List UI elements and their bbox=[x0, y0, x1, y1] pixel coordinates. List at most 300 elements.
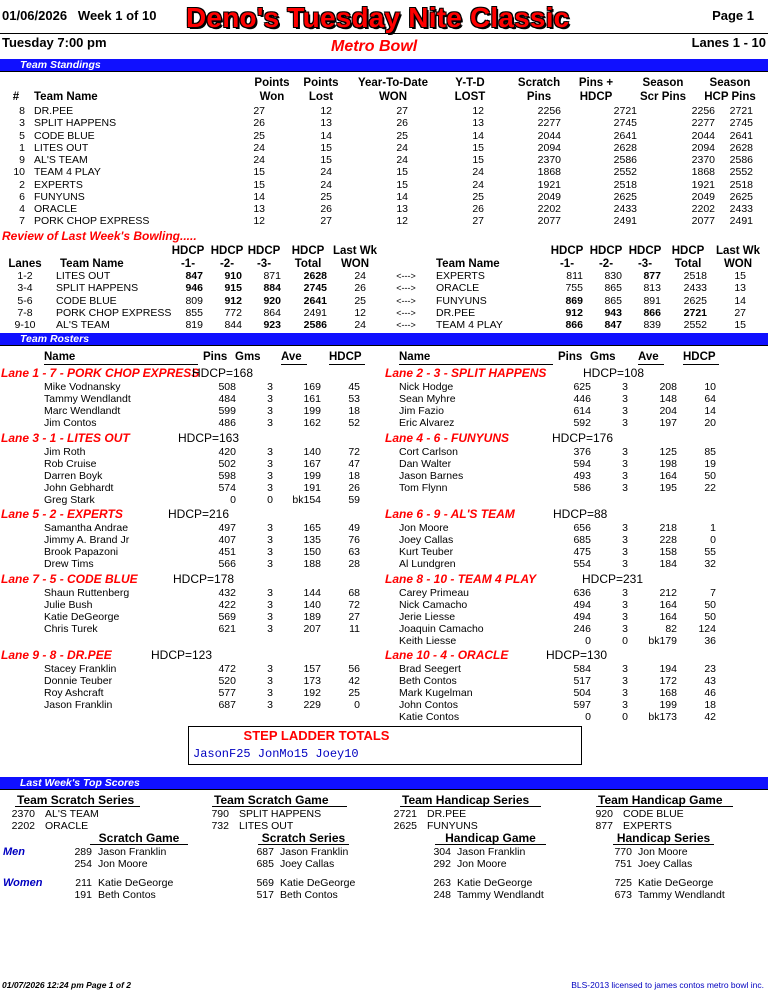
bowler-handicap: 42 bbox=[704, 711, 716, 724]
standings-value: 15 bbox=[253, 178, 265, 191]
game-score: 2586 bbox=[303, 319, 327, 332]
bowler-name: Jon Moore bbox=[457, 858, 507, 870]
bowler-games: 3 bbox=[622, 663, 628, 675]
bowler-name: Rob Cruise bbox=[44, 458, 97, 471]
standings-value: 2277 bbox=[537, 117, 561, 130]
standings-value: 25 bbox=[472, 190, 484, 203]
day-time: Tuesday 7:00 pm bbox=[2, 35, 107, 50]
bowler-handicap: 10 bbox=[704, 381, 716, 393]
standings-value: 2044 bbox=[691, 129, 715, 142]
column-header: Scr Pins bbox=[639, 91, 687, 103]
bowler-average: 150 bbox=[303, 546, 321, 559]
column-header: # bbox=[12, 91, 20, 103]
standings-value: 2552 bbox=[613, 166, 637, 179]
bowler-pins: 636 bbox=[573, 587, 591, 599]
bowler-name: John Contos bbox=[399, 699, 458, 712]
lane-pair: 3-4 bbox=[17, 282, 33, 295]
standings-value: 24 bbox=[320, 178, 332, 191]
bowler-handicap: 56 bbox=[348, 663, 360, 675]
standings-value: 2641 bbox=[729, 129, 753, 142]
top-score-value: 2721 bbox=[393, 808, 417, 820]
standings-value: 2202 bbox=[537, 203, 561, 215]
standings-value: 25 bbox=[320, 190, 332, 203]
team-name: CODE BLUE bbox=[56, 294, 117, 307]
game-score: 772 bbox=[224, 306, 242, 319]
bowler-average: 199 bbox=[303, 470, 321, 483]
game-score: 847 bbox=[185, 270, 203, 282]
standings-value: 15 bbox=[472, 154, 484, 166]
column-header: HDCP bbox=[550, 245, 584, 257]
bowler-games: 3 bbox=[267, 587, 273, 599]
bowler-pins: 451 bbox=[218, 546, 236, 559]
bowler-handicap: 25 bbox=[348, 687, 360, 700]
team-name: TEAM 4 PLAY bbox=[436, 319, 503, 332]
game-score: 943 bbox=[604, 306, 622, 319]
column-header: Gms bbox=[590, 351, 616, 363]
bowler-pins: 0 bbox=[585, 711, 591, 724]
bowler-pins: 508 bbox=[218, 381, 236, 393]
standings-value: 13 bbox=[320, 117, 332, 130]
column-header: HDCP bbox=[628, 245, 662, 257]
bowler-name: Beth Contos bbox=[98, 889, 156, 901]
bowler-pins: 569 bbox=[218, 611, 236, 624]
bowler-name: Mike Vodnansky bbox=[44, 381, 121, 393]
bowler-pins: 446 bbox=[573, 393, 591, 406]
bowler-name: Darren Boyk bbox=[44, 470, 103, 483]
game-score: 813 bbox=[643, 282, 661, 295]
standings-value: 2628 bbox=[613, 141, 637, 154]
individual-score-title: Handicap Series bbox=[613, 832, 714, 845]
bowler-handicap: 50 bbox=[704, 599, 716, 612]
bowler-games: 3 bbox=[622, 522, 628, 534]
bowler-games: 0 bbox=[622, 635, 628, 648]
bowler-average: 157 bbox=[303, 663, 321, 675]
bowler-handicap: 32 bbox=[704, 558, 716, 571]
team-rank: 4 bbox=[19, 203, 25, 215]
bowler-name: Katie DeGeorge bbox=[44, 611, 120, 624]
bowler-handicap: 63 bbox=[348, 546, 360, 559]
standings-value: 15 bbox=[472, 141, 484, 154]
bowler-pins: 614 bbox=[573, 405, 591, 418]
bowler-handicap: 64 bbox=[704, 393, 716, 406]
bowler-games: 3 bbox=[622, 405, 628, 418]
bowler-name: Beth Contos bbox=[399, 675, 457, 688]
standings-value: 2628 bbox=[729, 141, 753, 154]
game-score: 891 bbox=[643, 294, 661, 307]
game-score: 2552 bbox=[683, 319, 707, 332]
team-handicap: HDCP=123 bbox=[151, 648, 213, 662]
bowler-average: 169 bbox=[303, 381, 321, 393]
bowler-average: 164 bbox=[659, 599, 677, 612]
column-header: WON bbox=[723, 258, 753, 270]
standings-value: 2256 bbox=[537, 105, 561, 117]
bowler-average: 168 bbox=[659, 687, 677, 700]
team-name: FUNYUNS bbox=[34, 190, 85, 203]
bowler-games: 3 bbox=[622, 446, 628, 458]
team-rank: 2 bbox=[19, 178, 25, 191]
bowler-average: 204 bbox=[659, 405, 677, 418]
game-score: 2433 bbox=[683, 282, 707, 295]
game-score: 877 bbox=[643, 270, 661, 282]
column-header: -2- bbox=[598, 258, 614, 270]
standings-value: 13 bbox=[253, 203, 265, 215]
week-label: Week 1 of 10 bbox=[77, 8, 157, 23]
bowler-name: Jon Moore bbox=[399, 522, 449, 534]
bowler-name: Al Lundgren bbox=[399, 558, 456, 571]
bowler-name: Nick Hodge bbox=[399, 381, 454, 393]
step-ladder-box bbox=[188, 726, 582, 765]
top-score-value: 2625 bbox=[393, 820, 417, 832]
standings-value: 2049 bbox=[691, 190, 715, 203]
bowler-average: 135 bbox=[303, 534, 321, 547]
standings-value: 26 bbox=[396, 117, 408, 130]
bowler-pins: 432 bbox=[218, 587, 236, 599]
standings-value: 26 bbox=[253, 117, 265, 130]
bowler-games: 3 bbox=[267, 546, 273, 559]
bowler-name: Joey Callas bbox=[280, 858, 335, 870]
standings-value: 2433 bbox=[729, 203, 753, 215]
lane-team-label: Lane 9 - 8 - DR.PEE bbox=[1, 648, 112, 662]
team-handicap: HDCP=178 bbox=[173, 572, 235, 586]
bowler-average: 144 bbox=[303, 587, 321, 599]
bowler-average: 164 bbox=[659, 611, 677, 624]
top-score-team: ORACLE bbox=[45, 820, 89, 832]
game-score: 844 bbox=[224, 319, 242, 332]
lane-team-label: Lane 3 - 1 - LITES OUT bbox=[1, 431, 130, 445]
bowler-handicap: 28 bbox=[348, 558, 360, 571]
column-header: WON bbox=[378, 91, 408, 103]
bowler-handicap: 7 bbox=[710, 587, 716, 599]
bowler-handicap: 20 bbox=[704, 417, 716, 430]
bowler-pins: 656 bbox=[573, 522, 591, 534]
team-rank: 9 bbox=[19, 154, 25, 166]
team-rank: 5 bbox=[19, 129, 25, 142]
standings-value: 2044 bbox=[537, 129, 561, 142]
bowler-pins: 493 bbox=[573, 470, 591, 483]
footer-license: BLS-2013 licensed to james contos metro bowl inc. bbox=[571, 980, 764, 990]
bowler-handicap: 50 bbox=[704, 611, 716, 624]
lane-team-label: Lane 2 - 3 - SPLIT HAPPENS bbox=[385, 366, 547, 380]
score-value: 263 bbox=[433, 877, 451, 889]
bowler-name: Stacey Franklin bbox=[44, 663, 117, 675]
standings-value: 15 bbox=[320, 154, 332, 166]
standings-value: 1921 bbox=[537, 178, 561, 191]
bowler-games: 3 bbox=[622, 675, 628, 688]
game-score: 12 bbox=[354, 306, 366, 319]
bowler-average: 125 bbox=[659, 446, 677, 458]
bowler-name: Greg Stark bbox=[44, 494, 95, 507]
bowler-pins: 577 bbox=[218, 687, 236, 700]
bowler-pins: 625 bbox=[573, 381, 591, 393]
score-value: 751 bbox=[614, 858, 632, 870]
game-score: 910 bbox=[224, 270, 242, 282]
individual-score-title: Handicap Game bbox=[435, 832, 546, 845]
score-value: 191 bbox=[74, 889, 92, 901]
bowler-name: Kurt Teuber bbox=[399, 546, 454, 559]
bowler-handicap: 26 bbox=[348, 482, 360, 495]
game-score: 14 bbox=[734, 294, 746, 307]
bowler-average: 140 bbox=[303, 599, 321, 612]
bowler-handicap: 19 bbox=[704, 458, 716, 471]
bowler-pins: 586 bbox=[573, 482, 591, 495]
column-header: HDCP bbox=[247, 245, 281, 257]
top-score-value: 790 bbox=[211, 808, 229, 820]
bowler-name: Julie Bush bbox=[44, 599, 93, 612]
standings-value: 14 bbox=[396, 190, 408, 203]
column-header: Points bbox=[303, 77, 339, 89]
bowler-pins: 592 bbox=[573, 417, 591, 430]
bowler-games: 3 bbox=[267, 623, 273, 636]
bowler-average: 161 bbox=[303, 393, 321, 406]
team-name: LITES OUT bbox=[34, 141, 89, 154]
standings-value: 27 bbox=[472, 215, 484, 228]
standings-value: 2094 bbox=[537, 141, 561, 154]
bowler-pins: 246 bbox=[573, 623, 591, 636]
standings-value: 24 bbox=[253, 141, 265, 154]
top-score-team: LITES OUT bbox=[239, 820, 294, 832]
team-name: AL'S TEAM bbox=[56, 319, 110, 332]
bowler-games: 3 bbox=[622, 699, 628, 712]
column-header: HDCP bbox=[210, 245, 244, 257]
team-name: AL'S TEAM bbox=[34, 154, 88, 166]
game-score: 2745 bbox=[303, 282, 327, 295]
bowler-name: Jim Roth bbox=[44, 446, 86, 458]
bowler-games: 3 bbox=[267, 675, 273, 688]
column-header: Last Wk bbox=[332, 245, 378, 257]
bowler-average: bk154 bbox=[292, 494, 321, 507]
top-score-team: DR.PEE bbox=[427, 808, 467, 820]
bowler-games: 0 bbox=[622, 711, 628, 724]
page-number: Page 1 bbox=[712, 8, 754, 23]
game-score: 866 bbox=[643, 306, 661, 319]
bowler-handicap: 53 bbox=[348, 393, 360, 406]
bowler-handicap: 23 bbox=[704, 663, 716, 675]
standings-value: 1868 bbox=[691, 166, 715, 179]
lane-pair: 1-2 bbox=[17, 270, 33, 282]
team-name: FUNYUNS bbox=[436, 294, 487, 307]
bowler-pins: 0 bbox=[230, 494, 236, 507]
bowler-pins: 597 bbox=[573, 699, 591, 712]
bowler-name: Jimmy A. Brand Jr bbox=[44, 534, 130, 547]
team-rank: 7 bbox=[19, 215, 25, 228]
vs-arrow: <---> bbox=[396, 295, 416, 306]
footer-timestamp: 01/07/2026 12:24 pm Page 1 of 2 bbox=[2, 980, 131, 990]
step-ladder-names: JasonF25 JonMo15 Joey10 bbox=[193, 747, 359, 761]
vs-arrow: <---> bbox=[396, 271, 416, 281]
bowler-handicap: 0 bbox=[354, 699, 360, 712]
team-rank: 10 bbox=[13, 166, 25, 179]
column-header: Gms bbox=[235, 351, 261, 363]
bowler-games: 3 bbox=[267, 405, 273, 418]
bowler-average: 198 bbox=[659, 458, 677, 471]
bowler-handicap: 49 bbox=[348, 522, 360, 534]
top-score-team: CODE BLUE bbox=[623, 808, 684, 820]
bowler-handicap: 11 bbox=[349, 623, 360, 636]
standings-value: 2049 bbox=[537, 190, 561, 203]
bowler-handicap: 47 bbox=[348, 458, 360, 471]
standings-value: 24 bbox=[253, 154, 265, 166]
bowler-handicap: 14 bbox=[704, 405, 716, 418]
bowler-games: 3 bbox=[622, 482, 628, 495]
standings-value: 24 bbox=[472, 166, 484, 179]
game-score: 755 bbox=[565, 282, 583, 295]
bowler-pins: 422 bbox=[218, 599, 236, 612]
team-handicap: HDCP=163 bbox=[178, 431, 240, 445]
game-score: 25 bbox=[354, 294, 366, 307]
lane-pair: 5-6 bbox=[17, 294, 33, 307]
bowler-games: 3 bbox=[267, 534, 273, 547]
column-header: Name bbox=[44, 351, 198, 365]
bowler-games: 3 bbox=[622, 687, 628, 700]
column-header: -1- bbox=[559, 258, 575, 270]
standings-value: 13 bbox=[396, 203, 408, 215]
bowler-name: Jason Franklin bbox=[44, 699, 113, 712]
game-score: 15 bbox=[734, 319, 746, 332]
team-handicap: HDCP=216 bbox=[168, 507, 230, 521]
bowler-average: 165 bbox=[303, 522, 321, 534]
team-name: DR.PEE bbox=[436, 306, 476, 319]
team-handicap: HDCP=88 bbox=[553, 507, 608, 521]
team-rank: 1 bbox=[19, 141, 25, 154]
bowler-average: 199 bbox=[659, 699, 677, 712]
game-score: 15 bbox=[734, 270, 746, 282]
team-handicap: HDCP=176 bbox=[552, 431, 614, 445]
game-score: 839 bbox=[643, 319, 661, 332]
column-header: HDCP bbox=[683, 351, 719, 365]
team-name: DR.PEE bbox=[34, 105, 74, 117]
bowler-games: 3 bbox=[622, 558, 628, 571]
bowler-name: Jon Moore bbox=[638, 846, 688, 858]
column-header: -2- bbox=[219, 258, 235, 270]
bowler-handicap: 55 bbox=[704, 546, 716, 559]
game-score: 923 bbox=[263, 319, 281, 332]
team-name: LITES OUT bbox=[56, 270, 111, 282]
bowler-handicap: 68 bbox=[348, 587, 360, 599]
bowler-average: 218 bbox=[659, 522, 677, 534]
bowler-name: Tammy Wendlandt bbox=[44, 393, 131, 406]
game-score: 830 bbox=[604, 270, 622, 282]
standings-value: 13 bbox=[472, 117, 484, 130]
bowler-handicap: 36 bbox=[704, 635, 716, 648]
bowler-name: Katie DeGeorge bbox=[280, 877, 356, 889]
bowler-name: Joey Callas bbox=[638, 858, 693, 870]
column-header: Team Name bbox=[436, 258, 500, 270]
bowler-handicap: 76 bbox=[348, 534, 360, 547]
bowler-average: 164 bbox=[659, 470, 677, 483]
lane-pair: 9-10 bbox=[14, 319, 36, 332]
bowler-pins: 472 bbox=[218, 663, 236, 675]
column-header: -3- bbox=[256, 258, 272, 270]
bowler-handicap: 18 bbox=[348, 470, 360, 483]
standings-value: 2491 bbox=[613, 215, 637, 228]
bowler-name: Jim Contos bbox=[44, 417, 97, 430]
individual-score-title: Scratch Series bbox=[258, 832, 349, 845]
top-score-value: 877 bbox=[595, 820, 613, 832]
score-value: 248 bbox=[433, 889, 451, 901]
bowler-handicap: 50 bbox=[704, 470, 716, 483]
score-value: 770 bbox=[614, 846, 632, 858]
bowler-pins: 420 bbox=[218, 446, 236, 458]
game-score: 946 bbox=[185, 282, 203, 295]
standings-value: 12 bbox=[320, 105, 332, 117]
vs-arrow: <---> bbox=[396, 283, 416, 294]
game-score: 2625 bbox=[683, 294, 707, 307]
game-score: 811 bbox=[566, 270, 583, 282]
bowler-games: 3 bbox=[622, 417, 628, 430]
bowler-name: John Gebhardt bbox=[44, 482, 114, 495]
column-header: Season bbox=[709, 77, 751, 89]
bowler-pins: 520 bbox=[218, 675, 236, 688]
top-score-team: FUNYUNS bbox=[427, 820, 478, 832]
column-header: HDCP bbox=[579, 91, 613, 103]
column-header: Pins bbox=[558, 351, 583, 363]
bowler-name: Tom Flynn bbox=[399, 482, 448, 495]
team-name: ORACLE bbox=[34, 203, 78, 215]
top-score-team: SPLIT HAPPENS bbox=[239, 808, 322, 820]
bowler-handicap: 46 bbox=[704, 687, 716, 700]
team-handicap: HDCP=130 bbox=[546, 648, 608, 662]
standings-value: 24 bbox=[396, 141, 408, 154]
bowler-pins: 599 bbox=[218, 405, 236, 418]
standings-value: 2721 bbox=[729, 105, 753, 117]
bowler-average: 172 bbox=[659, 675, 677, 688]
bowler-name: Sean Myhre bbox=[399, 393, 456, 406]
bowler-average: 208 bbox=[659, 381, 677, 393]
team-name: EXPERTS bbox=[34, 178, 83, 191]
lane-team-label: Lane 5 - 2 - EXPERTS bbox=[1, 507, 123, 521]
bowler-games: 3 bbox=[622, 458, 628, 471]
bowler-average: 82 bbox=[665, 623, 677, 636]
vs-arrow: <---> bbox=[396, 307, 416, 318]
bowler-handicap: 124 bbox=[698, 623, 716, 636]
bowler-name: Jason Barnes bbox=[399, 470, 464, 483]
bowler-games: 0 bbox=[267, 494, 273, 507]
score-value: 569 bbox=[256, 877, 274, 889]
column-header: HDCP bbox=[329, 351, 365, 365]
standings-value: 25 bbox=[253, 129, 265, 142]
game-score: 24 bbox=[354, 270, 366, 282]
column-header: Season bbox=[642, 77, 684, 89]
top-score-team: AL'S TEAM bbox=[45, 808, 99, 820]
bowler-name: Cort Carlson bbox=[399, 446, 458, 458]
standings-value: 12 bbox=[472, 105, 484, 117]
bowler-name: Carey Primeau bbox=[399, 587, 470, 599]
standings-value: 2370 bbox=[691, 154, 715, 166]
bowler-name: Katie DeGeorge bbox=[98, 877, 174, 889]
bowler-name: Mark Kugelman bbox=[399, 687, 473, 700]
column-header: -3- bbox=[637, 258, 653, 270]
standings-value: 2625 bbox=[729, 190, 753, 203]
top-score-title: Team Handicap Game bbox=[596, 794, 733, 807]
rosters-band: Team Rosters bbox=[0, 333, 768, 346]
bowler-average: 192 bbox=[303, 687, 321, 700]
lane-team-label: Lane 1 - 7 - PORK CHOP EXPRESS bbox=[1, 366, 200, 380]
bowler-average: 197 bbox=[659, 417, 677, 430]
game-score: 27 bbox=[734, 306, 746, 319]
standings-value: 2586 bbox=[729, 154, 753, 166]
top-score-value: 732 bbox=[211, 820, 229, 832]
bowler-handicap: 85 bbox=[704, 446, 716, 458]
column-header: Ave bbox=[281, 351, 307, 365]
bowler-handicap: 22 bbox=[704, 482, 716, 495]
bowler-games: 3 bbox=[622, 611, 628, 624]
bowler-average: 195 bbox=[659, 482, 677, 495]
bowler-average: 207 bbox=[303, 623, 321, 636]
bowler-games: 3 bbox=[267, 599, 273, 612]
column-header: HDCP bbox=[671, 245, 705, 257]
bowler-name: Shaun Ruttenberg bbox=[44, 587, 130, 599]
standings-value: 15 bbox=[396, 178, 408, 191]
